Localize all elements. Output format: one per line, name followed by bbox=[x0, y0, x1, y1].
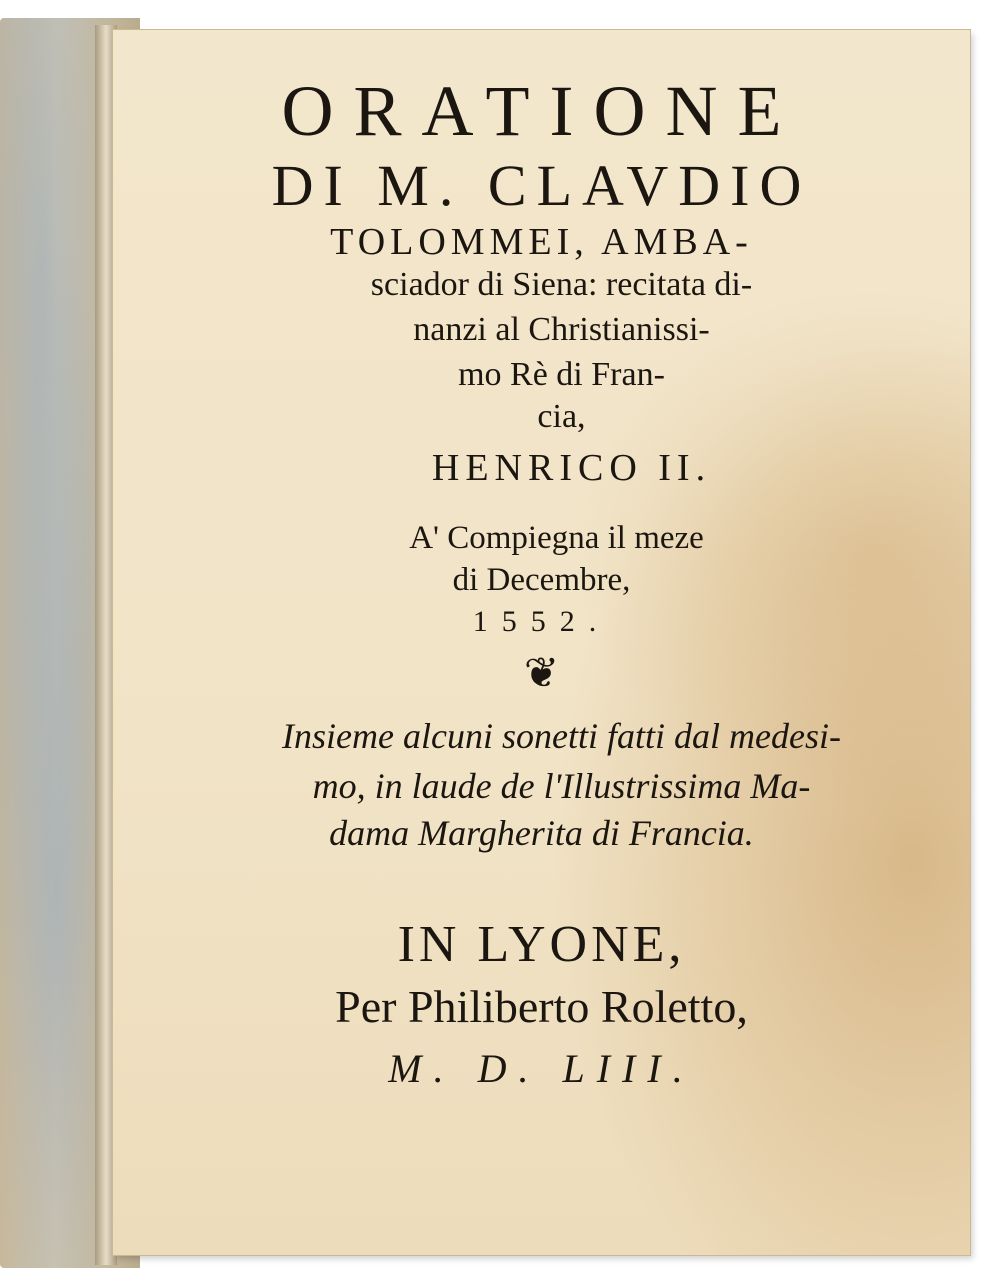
place-line: A' Compiegna il meze bbox=[409, 520, 704, 556]
title-line-2: DI M. CLAVDIO bbox=[271, 153, 812, 218]
dedicatee-name: HENRICO II. bbox=[431, 447, 712, 489]
title-line-3: TOLOMMEI, AMBA- bbox=[330, 221, 753, 263]
fleuron-ornament-icon: ❦ bbox=[523, 651, 560, 697]
imprint-city: IN LYONE, bbox=[397, 916, 686, 973]
title-line-4: sciador di Siena: recitata di- bbox=[370, 266, 753, 303]
month-line: di Decembre, bbox=[452, 562, 631, 598]
year-line: 1552. bbox=[472, 605, 611, 638]
title-line-5: nanzi al Christianissi- bbox=[413, 311, 710, 348]
title-line-7: cia, bbox=[537, 398, 586, 435]
italic-line-3: dama Margherita di Francia. bbox=[329, 813, 754, 853]
italic-line-1: Insieme alcuni sonetti fatti dal medesi- bbox=[282, 716, 841, 756]
title-line-6: mo Rè di Fran- bbox=[458, 356, 665, 393]
imprint-year: M. D. LIII. bbox=[388, 1046, 695, 1091]
title-page bbox=[113, 30, 970, 1255]
italic-line-2: mo, in laude de l'Illustrissima Ma- bbox=[312, 766, 811, 806]
imprint-printer: Per Philiberto Roletto, bbox=[335, 981, 748, 1032]
title-line-1: ORATIONE bbox=[281, 71, 802, 151]
